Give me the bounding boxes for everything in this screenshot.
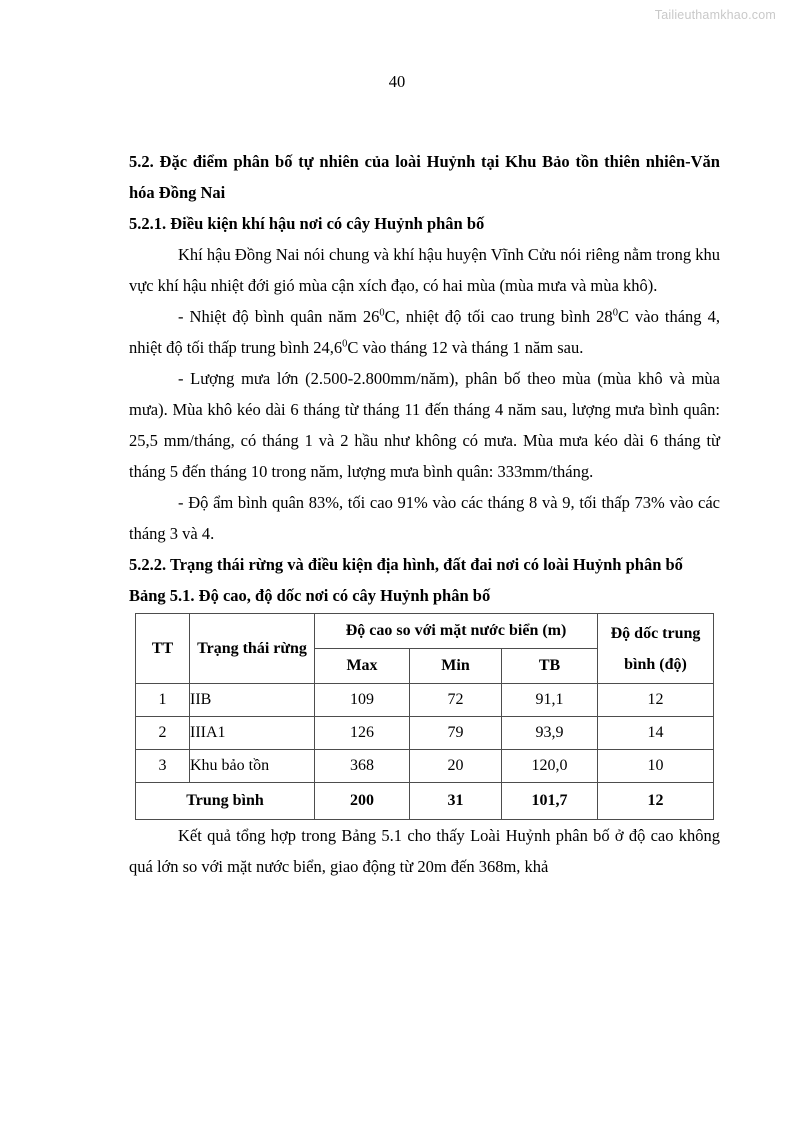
heading-section-5-2: 5.2. Đặc điểm phân bố tự nhiên của loài Huỷnh tại Khu Bảo tồn thiên nhiên-Văn hóa Đồng Nai bbox=[129, 152, 720, 202]
degree-symbol-3: 0 bbox=[342, 338, 348, 350]
table-header bbox=[136, 614, 714, 684]
cell-tb: 120,0 bbox=[502, 750, 598, 783]
table-body bbox=[136, 684, 714, 820]
page-number: 40 bbox=[388, 72, 406, 91]
header-max: Max bbox=[315, 649, 410, 684]
cell-min: 20 bbox=[410, 750, 502, 783]
paragraph-humidity: - Độ ẩm bình quân 83%, tối cao 91% vào các tháng 8 và 9, tối thấp 73% vào các tháng 3 và 4. bbox=[129, 493, 720, 543]
paragraph-conclusion: Kết quả tổng hợp trong Bảng 5.1 cho thấy Loài Huỷnh phân bố ở độ cao không quá lớn so với mặt nước biển, giao động từ 20m đến 368m, khả bbox=[129, 826, 720, 876]
header-tt: TT bbox=[136, 614, 190, 684]
cell-total-tb: 101,7 bbox=[502, 783, 598, 820]
cell-slope: 10 bbox=[598, 750, 714, 783]
cell-total-max: 200 bbox=[315, 783, 410, 820]
cell-min: 72 bbox=[410, 684, 502, 717]
cell-total-label: Trung bình bbox=[136, 783, 315, 820]
cell-tt: 1 bbox=[136, 684, 190, 717]
table-row bbox=[136, 684, 714, 717]
cell-tt: 2 bbox=[136, 717, 190, 750]
cell-forest-state: IIIA1 bbox=[190, 717, 315, 750]
cell-max: 126 bbox=[315, 717, 410, 750]
header-slope: Độ dốc trung bình (độ) bbox=[598, 614, 714, 684]
elevation-slope-table bbox=[135, 613, 714, 820]
paragraph-rainfall: - Lượng mưa lớn (2.500-2.800mm/năm), phân bố theo mùa (mùa khô và mùa mưa). Mùa khô kéo dài 6 tháng từ tháng 11 đến tháng 4 năm sau, lượng mưa bình quân: 25,5 mm/tháng, có tháng 1 và 2 hầu như không có mưa. Mùa mưa kéo dài 6 tháng từ tháng 5 đến tháng 10 trong năm, lượng mưa bình quân: 333mm/tháng. bbox=[129, 369, 720, 481]
temp-text-1: - Nhiệt độ bình quân năm 26 bbox=[178, 307, 380, 326]
cell-forest-state: IIB bbox=[190, 684, 315, 717]
table-row bbox=[136, 717, 714, 750]
table-row bbox=[136, 750, 714, 783]
paragraph-climate-intro: Khí hậu Đồng Nai nói chung và khí hậu huyện Vĩnh Cửu nói riêng nằm trong khu vực khí hậu nhiệt đới gió mùa cận xích đạo, có hai mùa (mùa mưa và mùa khô). bbox=[129, 245, 720, 295]
heading-section-5-2-2: 5.2.2. Trạng thái rừng và điều kiện địa hình, đất đai nơi có loài Huỷnh phân bố bbox=[129, 555, 683, 574]
degree-symbol-1: 0 bbox=[379, 307, 385, 319]
cell-tt: 3 bbox=[136, 750, 190, 783]
cell-max: 368 bbox=[315, 750, 410, 783]
cell-tb: 93,9 bbox=[502, 717, 598, 750]
header-elevation-group: Độ cao so với mặt nước biển (m) bbox=[315, 614, 598, 649]
cell-total-min: 31 bbox=[410, 783, 502, 820]
cell-total-slope: 12 bbox=[598, 783, 714, 820]
heading-section-5-2-1: 5.2.1. Điều kiện khí hậu nơi có cây Huỷnh phân bố bbox=[129, 214, 485, 233]
cell-slope: 14 bbox=[598, 717, 714, 750]
paragraph-temperature bbox=[129, 301, 720, 363]
document-content bbox=[129, 146, 720, 882]
cell-slope: 12 bbox=[598, 684, 714, 717]
table-total-row bbox=[136, 783, 714, 820]
degree-symbol-2: 0 bbox=[612, 307, 618, 319]
temp-text-3: C vào tháng 4, nhiệt độ tối thấp trung bình 24,6 bbox=[129, 307, 720, 357]
table-header-row-top bbox=[136, 614, 714, 649]
cell-tb: 91,1 bbox=[502, 684, 598, 717]
cell-min: 79 bbox=[410, 717, 502, 750]
temp-text-2: C, nhiệt độ tối cao trung bình 28 bbox=[384, 307, 613, 326]
header-min: Min bbox=[410, 649, 502, 684]
table-caption: Bảng 5.1. Độ cao, độ dốc nơi có cây Huỷnh phân bố bbox=[129, 586, 491, 605]
temp-text-4: C vào tháng 12 và tháng 1 năm sau. bbox=[347, 338, 584, 357]
header-forest-state: Trạng thái rừng bbox=[190, 614, 315, 684]
cell-forest-state: Khu bảo tồn bbox=[190, 750, 315, 783]
watermark: Tailieuthamkhao.com bbox=[654, 8, 776, 22]
cell-max: 109 bbox=[315, 684, 410, 717]
header-tb: TB bbox=[502, 649, 598, 684]
